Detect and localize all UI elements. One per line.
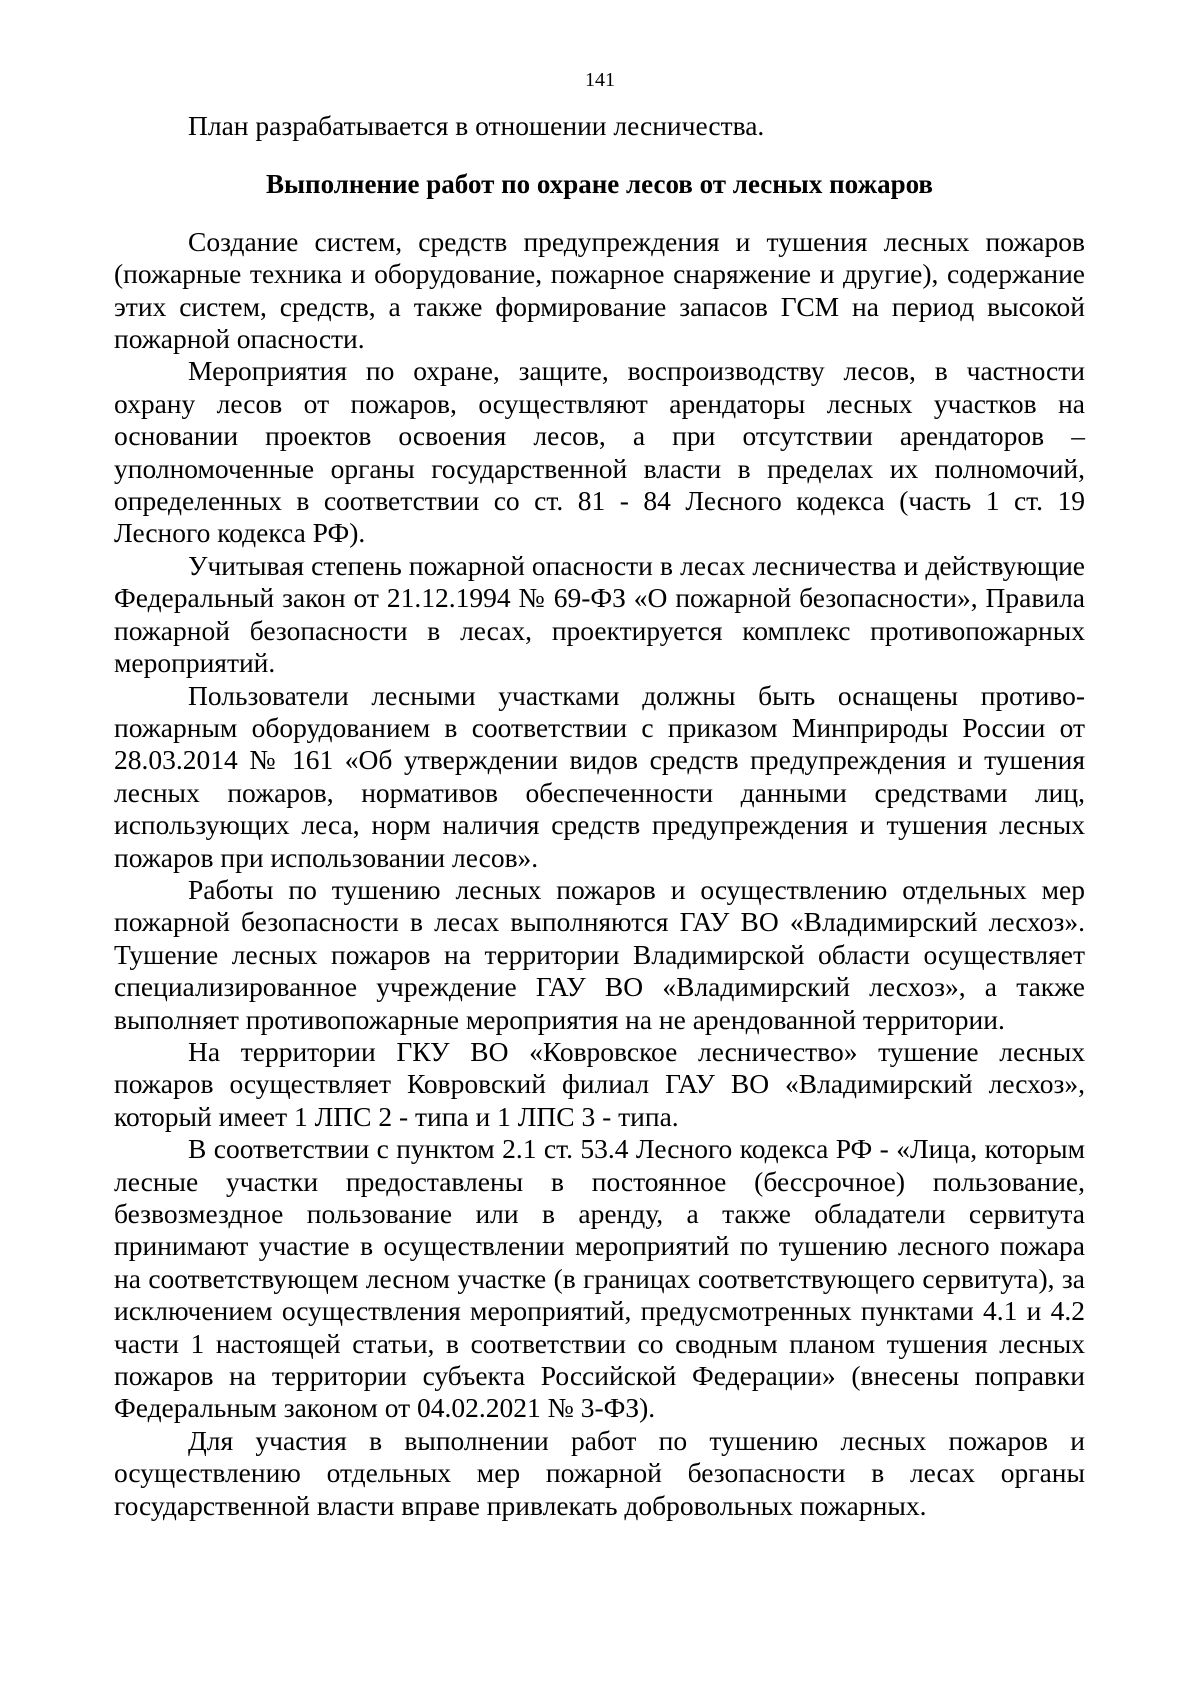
paragraph-fire-danger: Учитывая степень пожарной опасности в лесах лесничества и действующие Федеральный закон от 21.12.1994 № 69-ФЗ «О пожарной безопасности», Правила пожарной безопасности в лесах, проектируется комплекс противопожарных мероприятий. [114, 549, 1085, 679]
paragraph-equipment-order: Пользователи лесными участками должны быть оснащены противо-пожарным оборудованием в соответствии с приказом Минприроды России от 28.03.2014 № 161 «Об утверждении видов средств предупреждения и тушения лесных пожаров, нормативов обеспеченности данными средствами лиц, использующих леса, норм наличия средств предупреждения и тушения лесных пожаров при использовании лесов». [114, 679, 1085, 873]
section-heading: Выполнение работ по охране лесов от лесных пожаров [265, 169, 934, 200]
paragraph-protection-measures: Мероприятия по охране, защите, воспроизводству лесов, в частности охрану лесов от пожаров, осуществляют арендаторы лесных участков на основании проектов освоения лесов, а при отсутствии арендаторов – уполномоченные органы государственной власти в пределах их полномочий, определенных в соответствии со ст. 81 - 84 Лесного кодекса (часть 1 ст. 19 Лесного кодекса РФ). [114, 355, 1085, 549]
document-body [114, 110, 1085, 1522]
paragraph-fire-fighting-works: Работы по тушению лесных пожаров и осуществлению отдельных мер пожарной безопасности в лесах выполняются ГАУ ВО «Владимирский лесхоз». Тушение лесных пожаров на территории Владимирской области осуществляет специализированное учреждение ГАУ ВО «Владимирский лесхоз», а также выполняет противопожарные мероприятия на не арендованной территории. [114, 873, 1085, 1035]
paragraph-kovrov-forestry: На территории ГКУ ВО «Ковровское лесничество» тушение лесных пожаров осуществляет Ковровский филиал ГАУ ВО «Владимирский лесхоз», который имеет 1 ЛПС 2 - типа и 1 ЛПС 3 - типа. [114, 1035, 1085, 1132]
paragraph-forest-code-article: В соответствии с пунктом 2.1 ст. 53.4 Лесного кодекса РФ - «Лица, которым лесные участки предоставлены в постоянное (бессрочное) пользование, безвозмездное пользование или в аренду, а также обладатели сервитута принимают участие в осуществлении мероприятий по тушению лесного пожара на соответствующем лесном участке (в границах соответствующего сервитута), за исключением осуществления мероприятий, предусмотренных пунктами 4.1 и 4.2 части 1 настоящей статьи, в соответствии со сводным планом тушения лесных пожаров на территории субъекта Российской Федерации» (внесены поправки Федеральным законом от 04.02.2021 № 3-ФЗ). [114, 1133, 1085, 1424]
intro-paragraph: План разрабатывается в отношении лесничества. [188, 110, 765, 141]
paragraph-volunteer-firefighters: Для участия в выполнении работ по тушению лесных пожаров и осуществлению отдельных мер пожарной безопасности в лесах органы государственной власти вправе привлекать добровольных пожарных. [114, 1424, 1085, 1521]
page-number: 141 [585, 69, 615, 91]
paragraph-fire-systems: Создание систем, средств предупреждения и тушения лесных пожаров (пожарные техника и оборудование, пожарное снаряжение и другие), содержание этих систем, средств, а также формирование запасов ГСМ на период высокой пожарной опасности. [114, 225, 1085, 355]
